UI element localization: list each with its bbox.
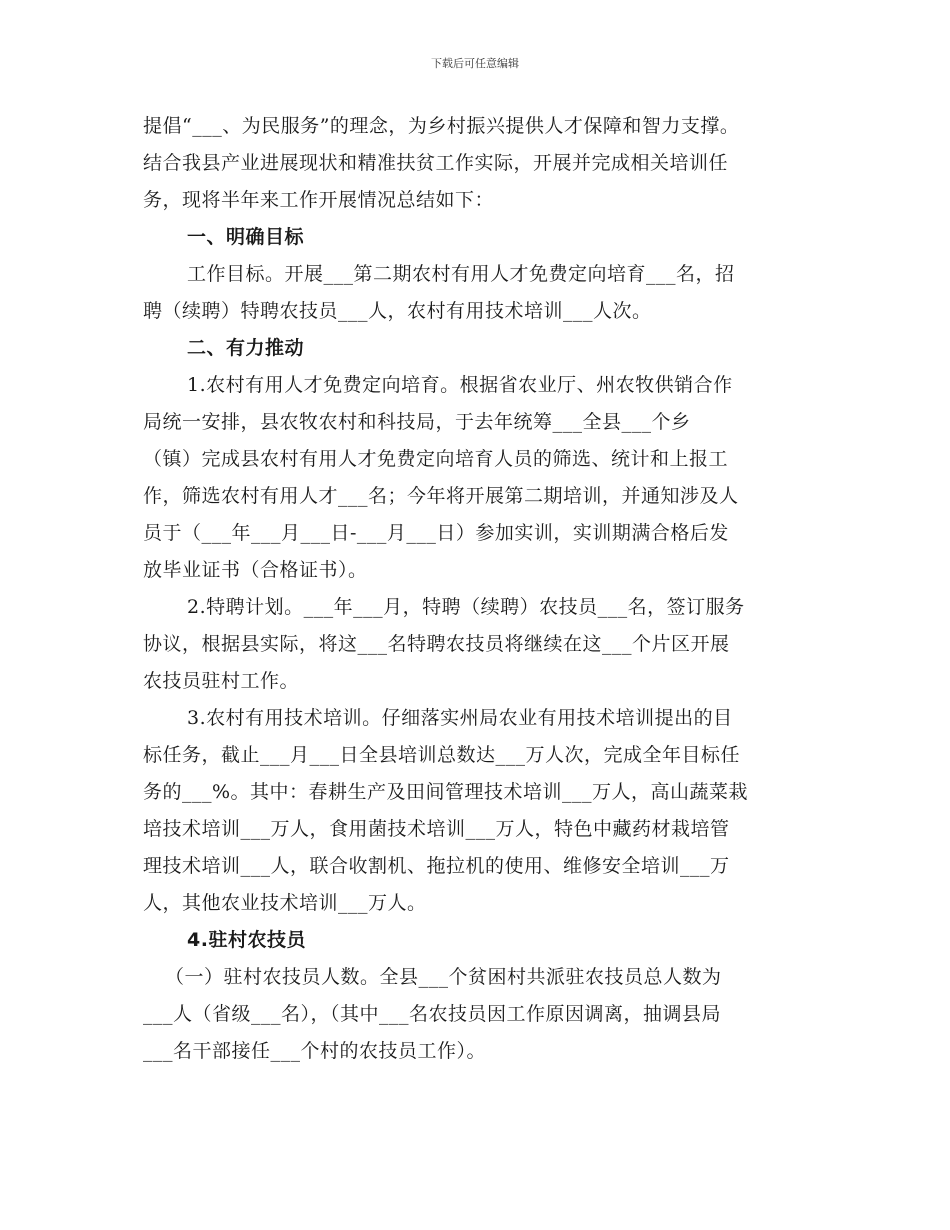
paragraph-line: 标任务，截止___月___日全县培训总数达___万人次，完成全年目标任 (143, 744, 741, 766)
paragraph-line: 员于（___年___月___日-___月___日）参加实训，实训期满合格后发 (143, 522, 729, 544)
paragraph-line: 提倡“___、为民服务”的理念，为乡村振兴提供人才保障和智力支撑。 (143, 115, 740, 137)
section-heading-goals: 一、明确目标 (187, 226, 305, 248)
paragraph-line: （镇）完成县农村有用人才免费定向培育人员的筛选、统计和上报工 (143, 448, 729, 470)
paragraph-line: ___人（省级___名），（其中___名农技员因工作原因调离，抽调县局 (143, 1003, 722, 1025)
paragraph-line: 务的___%。其中：春耕生产及田间管理技术培训___万人，高山蔬菜栽 (143, 781, 749, 803)
paragraph-line: 理技术培训___人，联合收割机、拖拉机的使用、维修安全培训___万 (143, 855, 730, 877)
paragraph-line: 1.农村有用人才免费定向培育。根据省农业厅、州农牧供销合作 (187, 374, 733, 396)
paragraph-line: 聘（续聘）特聘农技员___人，农村有用技术培训___人次。 (143, 300, 652, 322)
paragraph-line: 培技术培训___万人，食用菌技术培训___万人，特色中藏药材栽培管 (143, 818, 730, 840)
paragraph-line: 工作目标。开展___第二期农村有用人才免费定向培育___名，招 (187, 263, 735, 285)
paragraph-line: 作，筛选农村有用人才___名；今年将开展第二期培训，并通知涉及人 (143, 485, 739, 507)
paragraph-line: 结合我县产业进展现状和精准扶贫工作实际，开展并完成相关培训任 (143, 152, 729, 174)
paragraph-line: ___名干部接任___个村的农技员工作）。 (143, 1040, 487, 1062)
section-heading-promotion: 二、有力推动 (187, 337, 305, 359)
paragraph-line: 人，其他农业技术培训___万人。 (143, 892, 427, 914)
paragraph-line: 务，现将半年来工作开展情况总结如下： (143, 189, 495, 211)
paragraph-line: 3.农村有用技术培训。仔细落实州局农业有用技术培训提出的目 (187, 707, 733, 729)
paragraph-line: 农技员驻村工作。 (143, 670, 300, 692)
page-header: 下载后可任意编辑 (431, 57, 519, 70)
document-body (143, 108, 808, 1070)
paragraph-line: （一）驻村农技员人数。全县___个贫困村共派驻农技员总人数为 (165, 966, 722, 988)
section-heading-village-technicians: 4.驻村农技员 (187, 929, 306, 951)
paragraph-line: 局统一安排，县农牧农村和科技局，于去年统筹___全县___个乡 (143, 411, 691, 433)
paragraph-line: 协议，根据县实际，将这___名特聘农技员将继续在这___个片区开展 (143, 633, 730, 655)
paragraph-line: 2.特聘计划。___年___月，特聘（续聘）农技员___名，签订服务 (187, 596, 745, 618)
paragraph-line: 放毕业证书（合格证书）。 (143, 559, 368, 581)
